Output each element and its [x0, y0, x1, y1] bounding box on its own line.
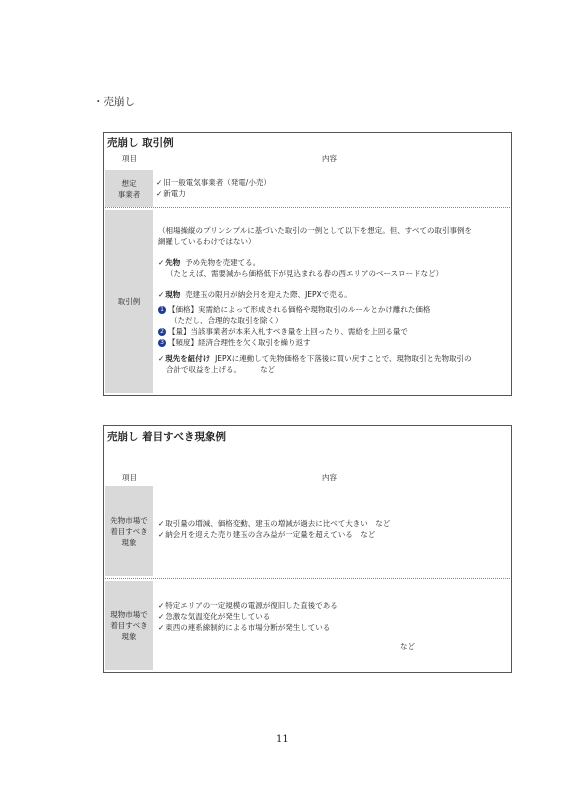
point-item: 3 【頻度】経済合理性を欠く取引を繰り返す [158, 337, 508, 348]
list-item: ✓ 新電力 [156, 188, 271, 199]
assumed-operator-list [156, 177, 271, 199]
number-badge-2: 2 [158, 328, 166, 336]
point-item: 2 【量】当該事業者が本来入札すべき量を上回ったり、需給を上回る量で [158, 326, 508, 337]
spot-label: ✓ 現物 [158, 290, 180, 299]
list-item: ✓ 急激な気温変化が発生している [158, 611, 338, 622]
list-item: ✓ 取引量の増減、価格変動、建玉の増減が過去に比べて大きい など [158, 518, 390, 529]
spot-text: 売建玉の限月が納会月を迎えた際、JEPXで売る。 [185, 290, 352, 299]
row-label-trading-example: 取引例 [105, 210, 153, 393]
row-label-spot-market: 現物市場で 着目すべき 現象 [105, 581, 153, 670]
row-label-assumed-operator: 想定 事業者 [105, 170, 153, 207]
number-badge-3: 3 [158, 339, 166, 347]
trading-example-table [103, 132, 512, 396]
point-item: （ただし、合理的な取引を除く） [170, 316, 283, 325]
futures-label: ✓ 先物 [158, 258, 180, 267]
list-item: ✓ 東西の連系線制約による市場分断が発生している [158, 622, 338, 633]
page-number: 11 [276, 734, 289, 745]
etc-text: など [260, 365, 276, 374]
tie-text: JEPXに連動して先物価格を下落後に買い戻すことで、現物取引と先物取引の [215, 354, 472, 363]
table-title: 売崩し 取引例 [107, 137, 174, 149]
divider [105, 578, 510, 579]
list-item: ✓ 納会月を迎えた売り建玉の含み益が一定量を超えている など [158, 529, 390, 540]
column-header-content: 内容 [322, 154, 337, 163]
futures-text: 予め先物を売建てる。 [185, 258, 261, 267]
table-title: 売崩し 着目すべき現象例 [107, 431, 226, 443]
tie-text-2: 合計で収益を上げる。 [166, 365, 241, 374]
spot-market-list [158, 600, 338, 633]
column-header-item: 項目 [122, 154, 137, 163]
number-badge-1: 1 [158, 306, 166, 314]
list-item: ✓ 旧一般電気事業者（発電/小売） [156, 177, 271, 188]
etc-text: など [400, 642, 415, 651]
section-heading: ・売崩し [93, 96, 135, 108]
phenomena-example-table [103, 425, 512, 673]
trading-example-content [158, 225, 508, 375]
column-header-content: 内容 [322, 473, 337, 482]
divider [105, 207, 510, 208]
futures-market-list [158, 518, 390, 540]
point-item: 1 【価格】実需給によって形成される価格や現物取引のルールとかけ離れた価格 [158, 304, 508, 315]
futures-note: （たとえば、需要減から価格低下が見込まれる春の西エリアのベースロードなど） [166, 269, 444, 278]
intro-line: 網羅しているわけではない） [158, 237, 256, 246]
row-label-futures-market: 先物市場で 着目すべき 現象 [105, 486, 153, 576]
tie-label: ✓ 現先を紐付け [158, 354, 210, 363]
list-item: ✓ 特定エリアの一定規模の電源が復旧した直後である [158, 600, 338, 611]
column-header-item: 項目 [122, 473, 137, 482]
intro-line: （相場操縦のプリンシプルに基づいた取引の一例として以下を想定。但、すべての取引事例を [158, 226, 473, 235]
